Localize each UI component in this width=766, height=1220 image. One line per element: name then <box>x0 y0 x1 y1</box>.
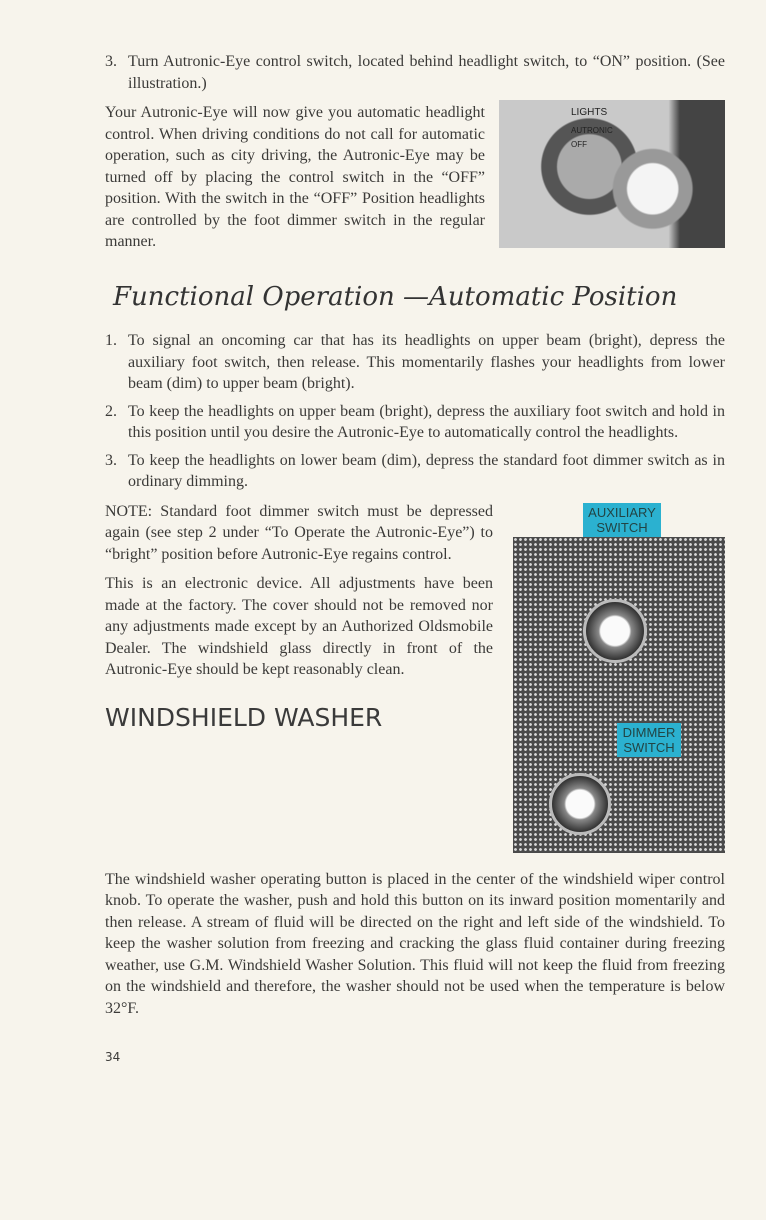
autronic-switch-illustration <box>499 100 725 248</box>
label-off: OFF <box>571 140 587 149</box>
step-text: Turn Autronic-Eye control switch, located behind headlight switch, to “ON” position. (See illustration.) <box>128 53 725 92</box>
step-number: 2. <box>105 402 117 420</box>
label-lights: LIGHTS <box>571 107 608 118</box>
step-number: 3. <box>105 53 117 70</box>
step-number: 1. <box>105 332 117 349</box>
step-text: To keep the headlights on upper beam (bright), depress the auxiliary foot switch and hold in this position until you desire the Autronic-Eye to automatically control the headlights. <box>128 402 725 441</box>
step-text: To signal an oncoming car that has its headlights on upper beam (bright), depress the auxiliary foot switch, then release. This momentarily flashes your headlights from lower beam (dim) to upper beam (bright). <box>128 332 725 392</box>
auxiliary-switch-label: AUXILIARY SWITCH <box>583 503 661 537</box>
label-autronic: AUTRONIC <box>571 126 613 135</box>
electronic-device-paragraph: This is an electronic device. All adjustments have been made at the factory. The cover should not be removed nor any adjustments made except by an Authorized Oldsmobile Dealer. The windshield glass directly in front of the Autronic-Eye should be kept reasonably clean. <box>105 575 493 678</box>
section-heading: Functional Operation —Automatic Position <box>113 282 678 312</box>
floor-switches-illustration <box>513 537 725 853</box>
step-number: 3. <box>105 451 117 469</box>
windshield-washer-paragraph: The windshield washer operating button is placed in the center of the windshield wiper control knob. To operate the washer, push and hold this button on its inward position momentarily and then release. A stream of fluid will be directed on the right and left side of the windshield. To keep the washer solution from freezing and cracking the glass fluid container during freezing weather, use G.M. Windshield Washer Solution. This fluid will not keep the fluid from freezing on the windshield and therefore, the washer should not be used when the temperature is below 32°F. <box>105 870 725 1017</box>
dimmer-switch-knob <box>549 773 611 835</box>
step-1 <box>105 330 725 395</box>
step-2 <box>105 401 725 444</box>
dimmer-label-holder <box>513 715 725 765</box>
auxiliary-switch-knob <box>583 599 647 663</box>
step-text: To keep the headlights on lower beam (dim), depress the standard foot dimmer switch as in ordinary dimming. <box>128 451 725 490</box>
windshield-washer-heading: WINDSHIELD WASHER <box>105 702 383 732</box>
dimmer-switch-label: DIMMER SWITCH <box>617 723 681 757</box>
automatic-control-paragraph: Your Autronic-Eye will now give you automatic headlight control. When driving conditions do not call for automatic operation, such as city driving, the Autronic-Eye may be turned off by placing the control switch in the “OFF” position. With the switch in the “OFF” Position headlights are controlled by the foot dimmer switch in the regular manner. <box>105 104 485 250</box>
step-3 <box>105 450 725 493</box>
step-3-turn-on <box>105 51 725 94</box>
note-paragraph: NOTE: Standard foot dimmer switch must be depressed again (see step 2 under “To Operate the Autronic-Eye”) to “bright” position before Autronic-Eye regains control. <box>105 502 493 563</box>
page-number: 34 <box>105 1050 121 1064</box>
floor-switches-figure <box>513 503 725 853</box>
